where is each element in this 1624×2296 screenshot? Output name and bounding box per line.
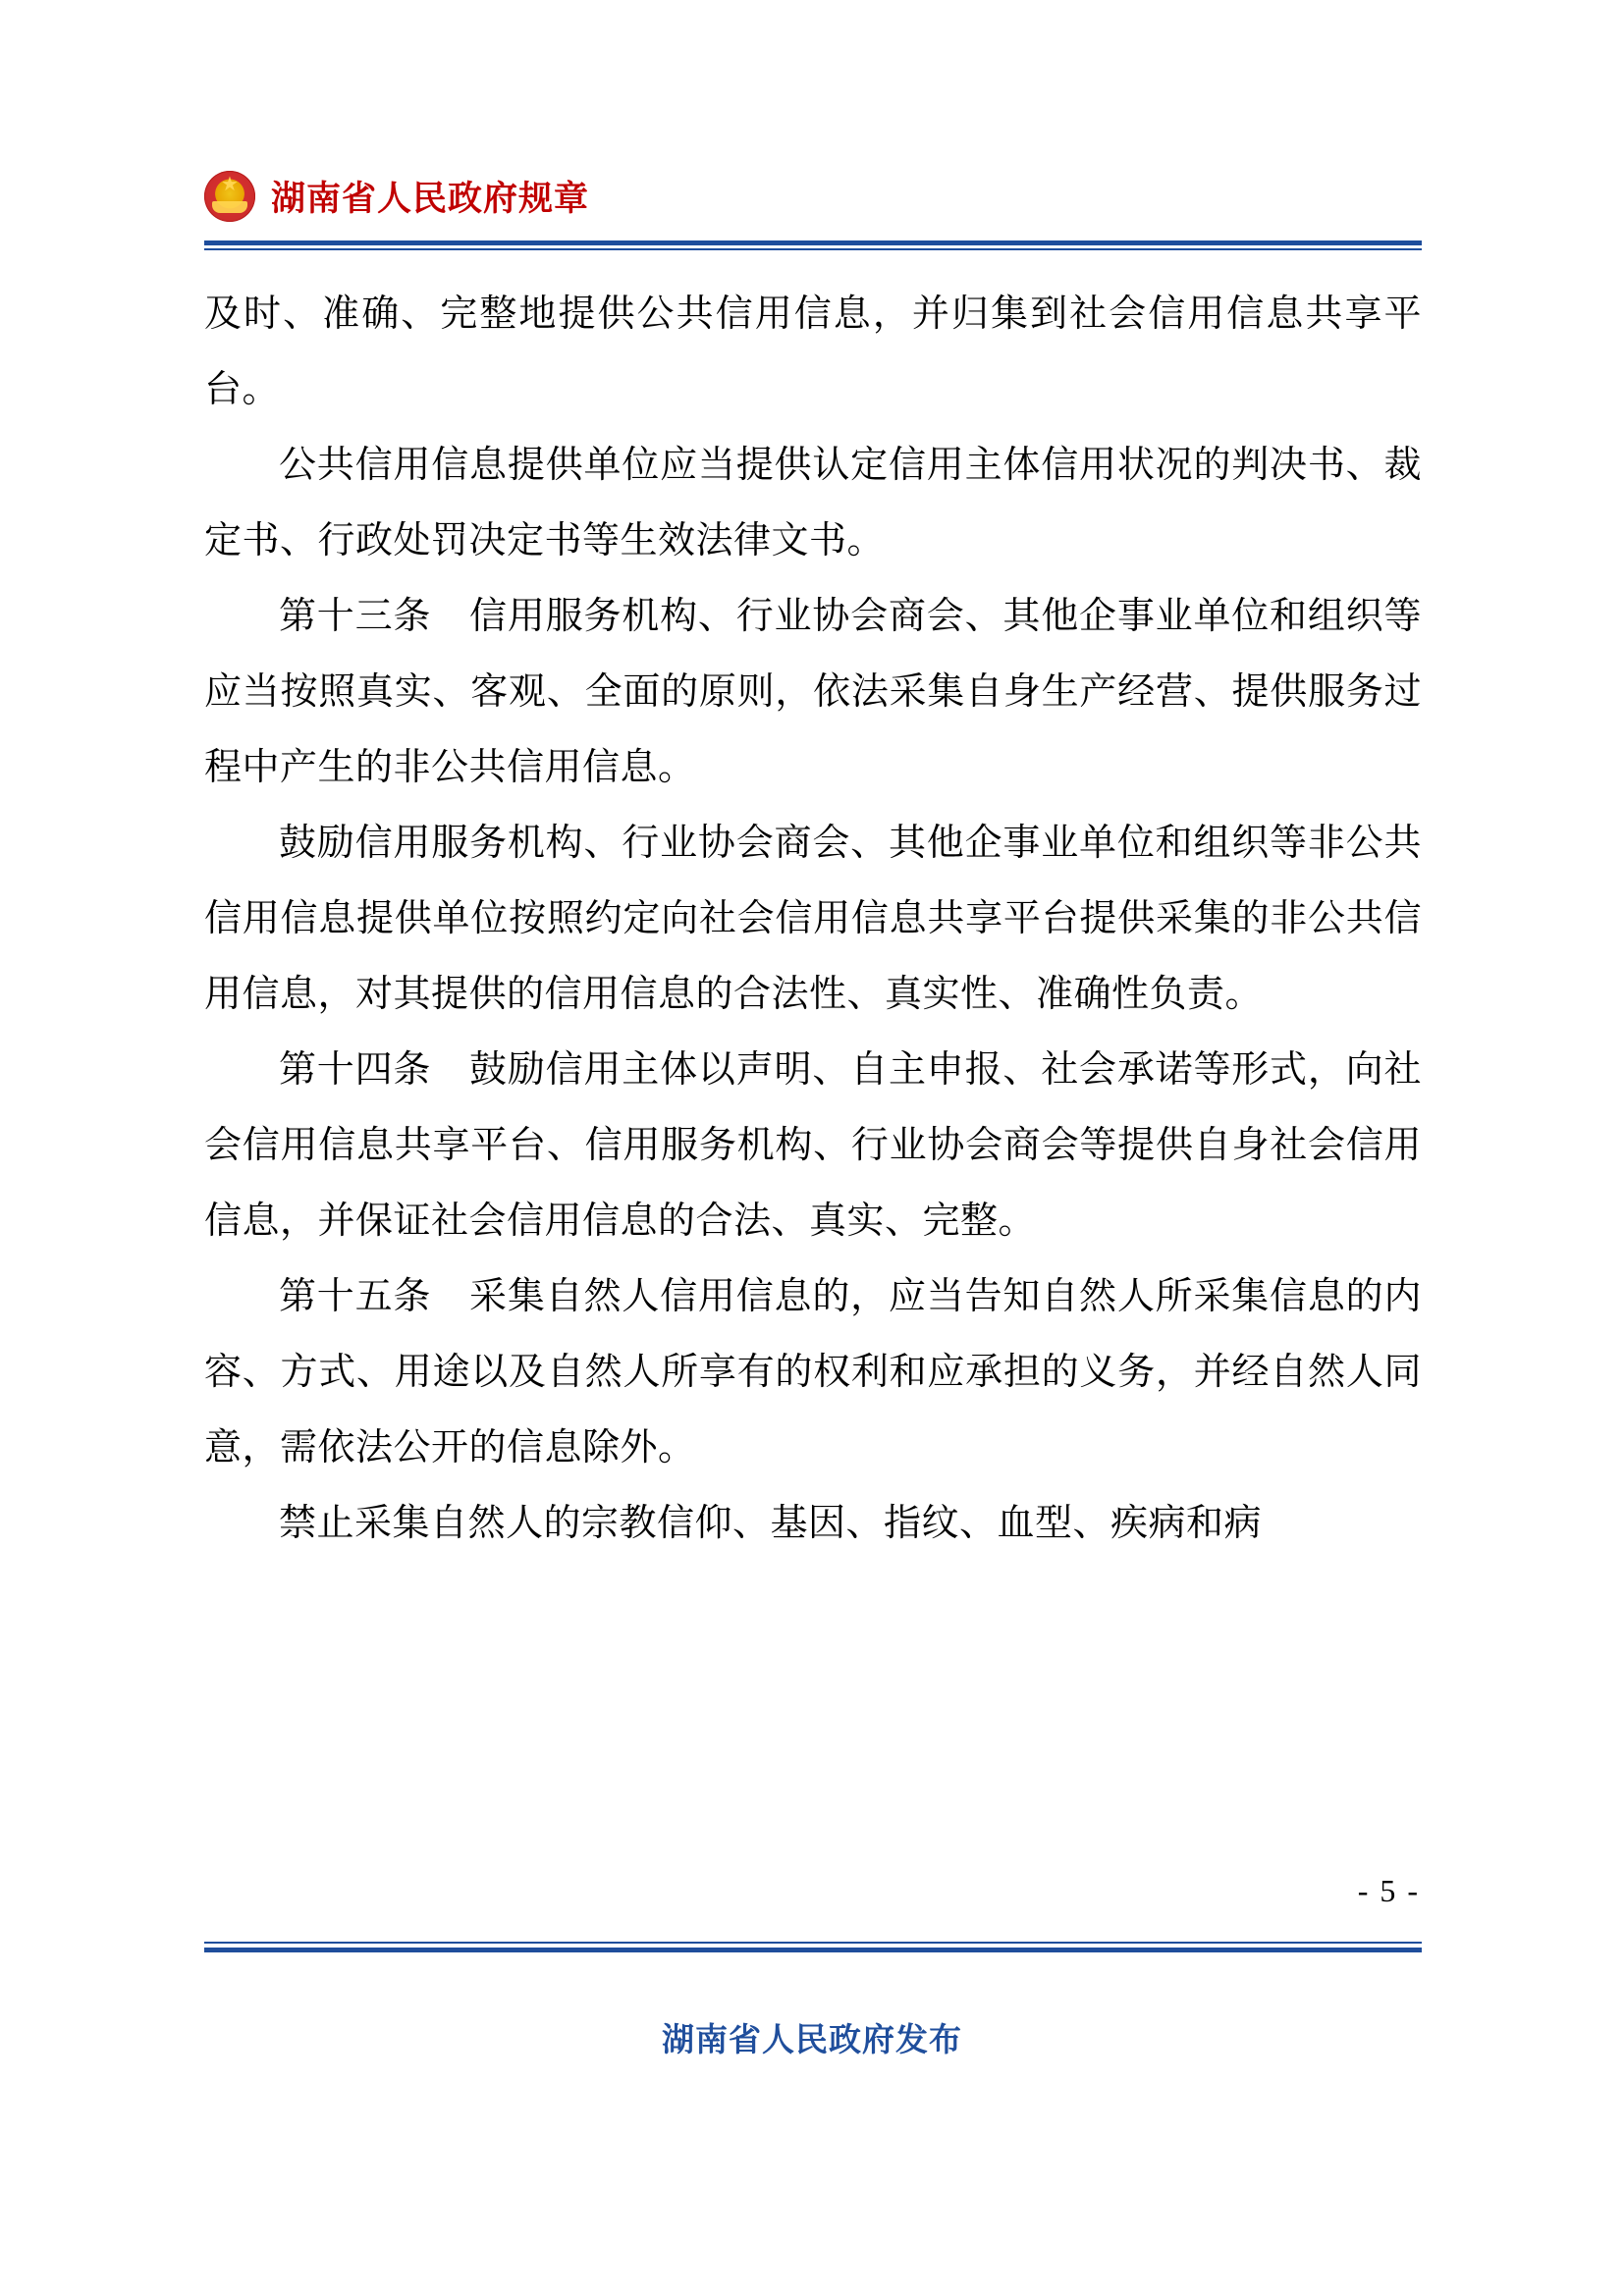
document-body (204, 277, 1422, 1562)
header-rule-thick (204, 240, 1422, 245)
header-rule-thin (204, 248, 1422, 250)
footer-rule-thin (204, 1942, 1422, 1944)
footer-rule-thick (204, 1948, 1422, 1952)
header-title: 湖南省人民政府规章 (271, 180, 590, 218)
page-number: - 5 - (1357, 1873, 1420, 1908)
article-13-paragraph: 第十三条 信用服务机构、行业协会商会、其他企事业单位和组织等应当按照真实、客观、全面的原则，依法采集自身生产经营、提供服务过程中产生的非公共信用信息。 (204, 596, 1422, 788)
page-header (204, 157, 1422, 236)
publisher-label: 湖南省人民政府发布 (662, 2021, 962, 2057)
national-emblem-icon (204, 171, 255, 222)
article-15-paragraph: 第十五条 采集自然人信用信息的，应当告知自然人所采集信息的内容、方式、用途以及自然人所享有的权利和应承担的义务，并经自然人同意，需依法公开的信息除外。 (204, 1276, 1422, 1468)
article-14-paragraph: 第十四条 鼓励信用主体以声明、自主申报、社会承诺等形式，向社会信用信息共享平台、信用服务机构、行业协会商会等提供自身社会信用信息，并保证社会信用信息的合法、真实、完整。 (204, 1049, 1422, 1242)
paragraph: 鼓励信用服务机构、行业协会商会、其他企事业单位和组织等非公共信用信息提供单位按照约定向社会信用信息共享平台提供采集的非公共信用信息，对其提供的信用信息的合法性、真实性、准确性负责。 (204, 823, 1422, 1015)
paragraph: 及时、准确、完整地提供公共信用信息，并归集到社会信用信息共享平台。 (204, 294, 1422, 410)
paragraph: 公共信用信息提供单位应当提供认定信用主体信用状况的判决书、裁定书、行政处罚决定书等生效法律文书。 (204, 445, 1422, 561)
paragraph: 禁止采集自然人的宗教信仰、基因、指纹、血型、疾病和病 (279, 1503, 1263, 1544)
